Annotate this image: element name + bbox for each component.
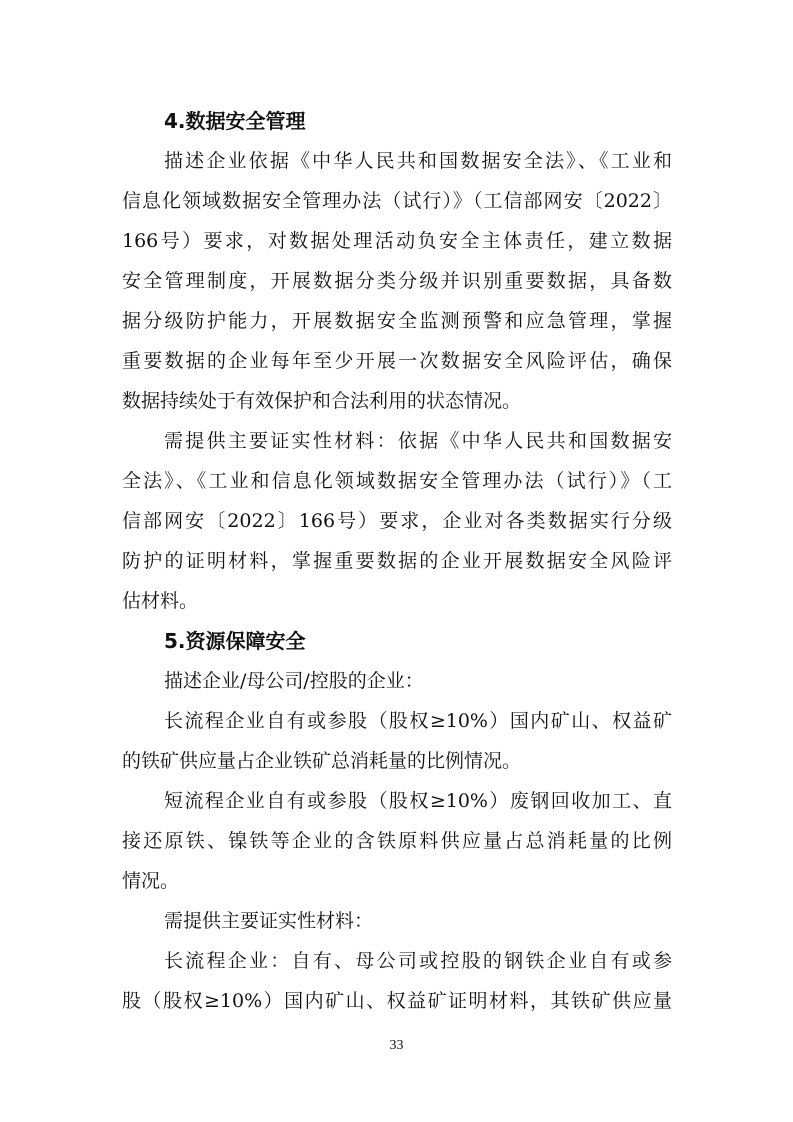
text-line: 描述企业/母公司/控股的企业：	[164, 670, 424, 692]
paragraph-short-process	[122, 781, 672, 901]
text-line: 信息化领域数据安全管理办法（试行）》（工信部网安〔2022〕	[122, 190, 672, 212]
text-line: 长流程企业自有或参股（股权≥10%）国内矿山、权益矿	[164, 710, 672, 732]
section-heading-resource-security: 5.资源保障安全	[164, 629, 306, 653]
text-line: 据分级防护能力，开展数据安全监测预警和应急管理，掌握	[122, 310, 672, 332]
document-body	[122, 101, 672, 1021]
text-line: 重要数据的企业每年至少开展一次数据安全风险评估，确保	[122, 350, 672, 372]
text-line: 估材料。	[122, 590, 199, 612]
text-line: 数据持续处于有效保护和合法利用的状态情况。	[122, 390, 522, 412]
text-line: 需提供主要证实性材料：依据《中华人民共和国数据安	[164, 430, 672, 452]
text-line: 短流程企业自有或参股（股权≥10%）废钢回收加工、直	[164, 790, 672, 812]
text-line: 信部网安〔2022〕166号）要求，企业对各类数据实行分级	[122, 510, 672, 532]
paragraph-resource-evidence-intro	[122, 901, 672, 941]
paragraph-resource-intro	[122, 661, 672, 701]
text-line: 长流程企业：自有、母公司或控股的钢铁企业自有或参	[164, 950, 672, 972]
paragraph-data-security-description	[122, 141, 672, 421]
text-line: 166号）要求，对数据处理活动负安全主体责任，建立数据	[122, 230, 672, 252]
text-line: 的铁矿供应量占企业铁矿总消耗量的比例情况。	[122, 750, 522, 772]
paragraph-long-process	[122, 701, 672, 781]
text-line: 股（股权≥10%）国内矿山、权益矿证明材料，其铁矿供应量	[122, 990, 672, 1012]
text-line: 安全管理制度，开展数据分类分级并识别重要数据，具备数	[122, 270, 672, 292]
paragraph-data-security-evidence	[122, 421, 672, 621]
section-heading-data-security: 4.数据安全管理	[164, 109, 306, 133]
text-line: 描述企业依据《中华人民共和国数据安全法》、《工业和	[164, 150, 672, 172]
text-line: 接还原铁、镍铁等企业的含铁原料供应量占总消耗量的比例	[122, 830, 672, 852]
page-number: 33	[389, 1038, 404, 1053]
text-line: 全法》、《工业和信息化领域数据安全管理办法（试行）》（工	[122, 470, 672, 492]
text-line: 防护的证明材料，掌握重要数据的企业开展数据安全风险评	[122, 550, 672, 572]
paragraph-long-process-evidence	[122, 941, 672, 1021]
text-line: 需提供主要证实性材料：	[164, 910, 374, 932]
text-line: 情况。	[122, 870, 180, 892]
